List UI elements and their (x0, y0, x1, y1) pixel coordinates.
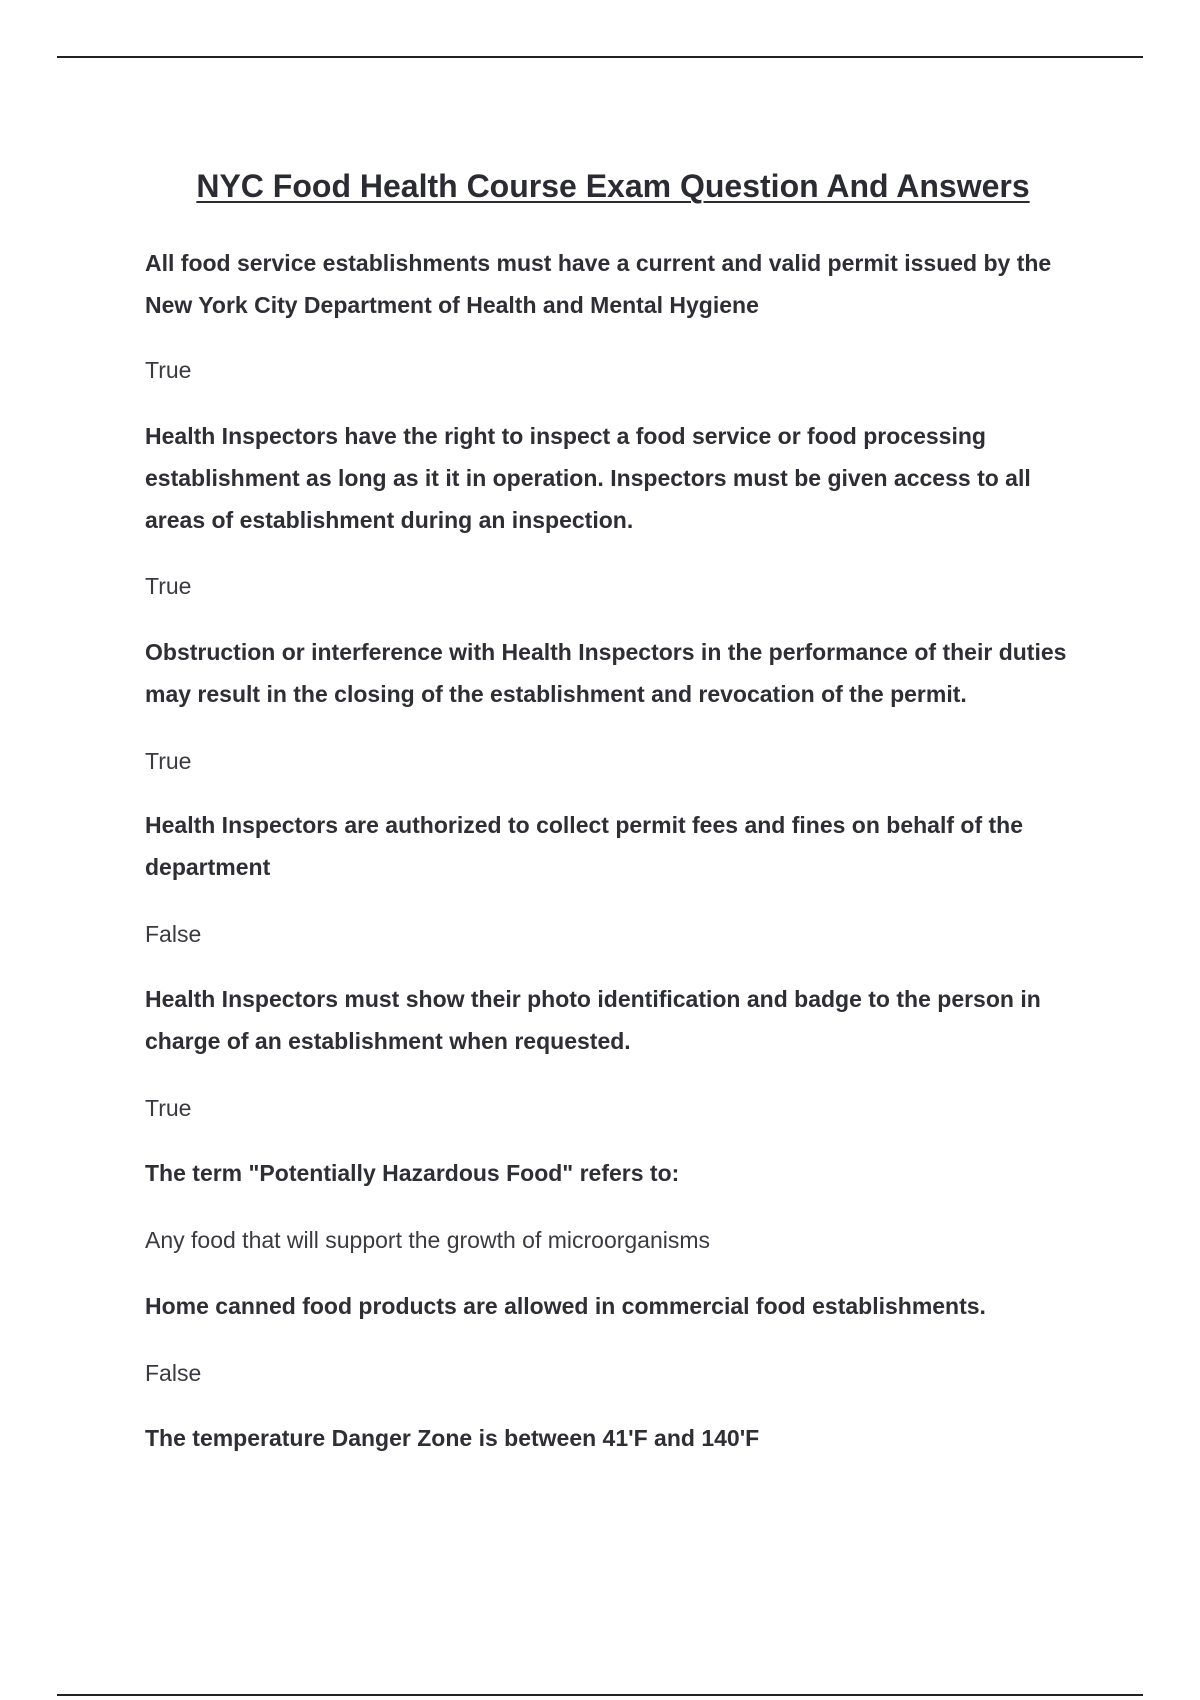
answer-5: True (145, 1095, 192, 1121)
question-1: All food service establishments must have a current and valid permit issued by the New York City Department of Health and Mental Hygiene (145, 250, 1052, 318)
bottom-rule (57, 1694, 1143, 1696)
question-8: The temperature Danger Zone is between 41'F and 140'F (145, 1425, 760, 1451)
question-2: Health Inspectors have the right to inspect a food service or food processing establishment as long as it it in operation. Inspectors must be given access to all areas of establishment during an inspection. (145, 423, 1031, 533)
question-6: The term "Potentially Hazardous Food" refers to: (145, 1160, 680, 1186)
answer-3: True (145, 748, 192, 774)
answer-4: False (145, 921, 202, 947)
answer-2: True (145, 573, 192, 599)
question-7: Home canned food products are allowed in commercial food establishments. (145, 1293, 986, 1319)
answer-7: False (145, 1360, 202, 1386)
document-title: NYC Food Health Course Exam Question And Answers (196, 168, 1030, 204)
answer-6: Any food that will support the growth of microorganisms (145, 1227, 711, 1253)
answer-1: True (145, 357, 192, 383)
question-3: Obstruction or interference with Health Inspectors in the performance of their duties may result in the closing of the establishment and revocation of the permit. (145, 639, 1067, 707)
question-4: Health Inspectors are authorized to collect permit fees and fines on behalf of the department (145, 812, 1023, 880)
question-5: Health Inspectors must show their photo identification and badge to the person in charge of an establishment when requested. (145, 986, 1041, 1054)
